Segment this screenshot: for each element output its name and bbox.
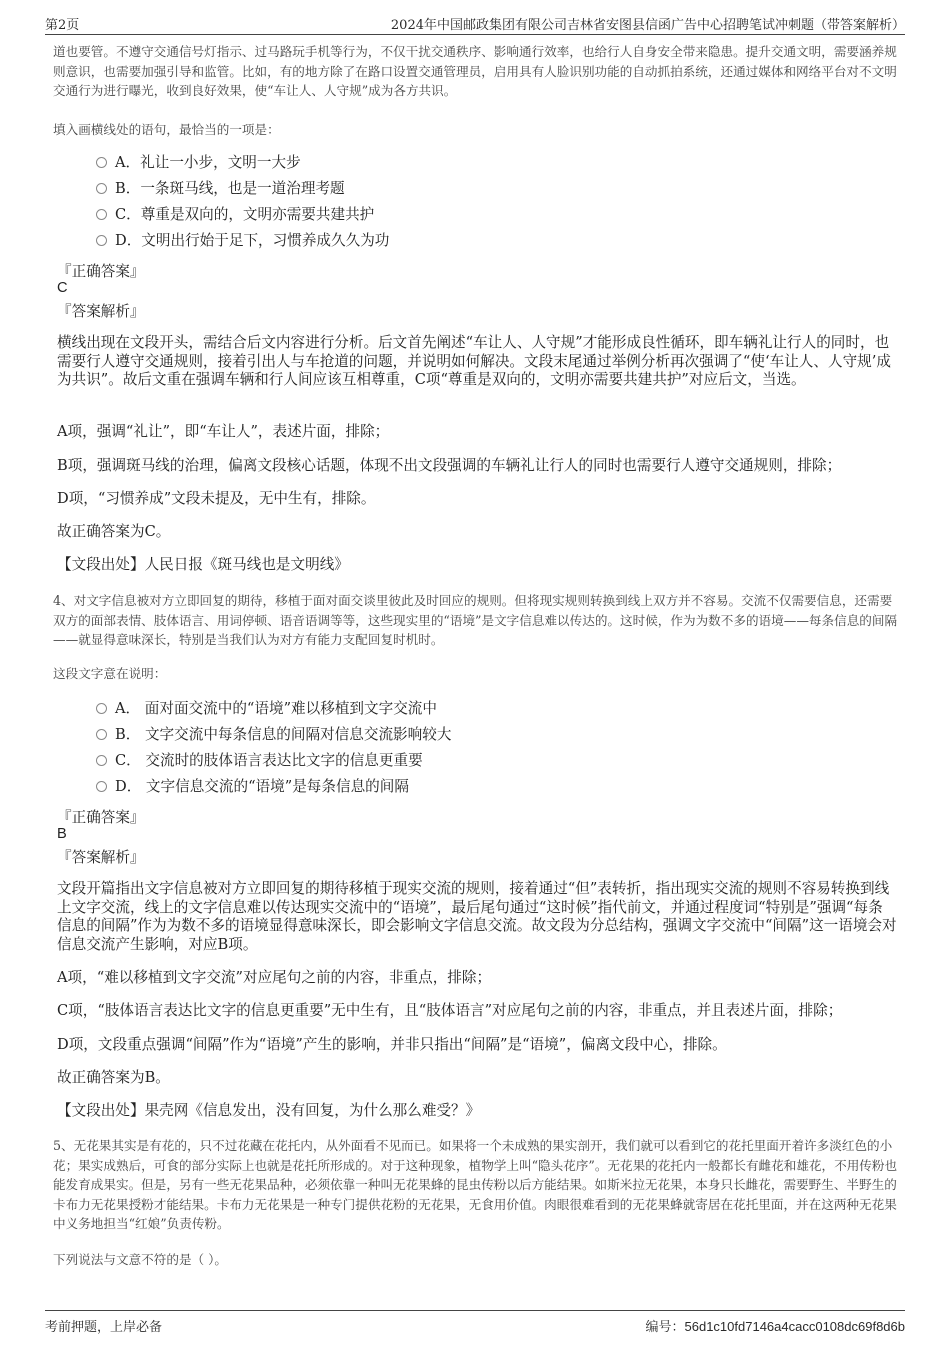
- q4-analysis-d: D项，文段重点强调“间隔”作为“语境”产生的影响，并非只指出“间隔”是“语境”，偏离文段中心，排除。: [57, 1036, 727, 1053]
- document-code: 编号：56d1c10fd7146a4cacc0108dc69f8d6b: [645, 1319, 905, 1335]
- radio-icon[interactable]: [96, 781, 107, 792]
- document-title: 2024年中国邮政集团有限公司吉林省安图县信函广告中心招聘笔试冲刺题（带答案解析）: [390, 18, 905, 33]
- q4-analysis-label: 『答案解析』: [57, 849, 145, 866]
- q5-passage: 5、无花果其实是有花的，只不过花藏在花托内，从外面看不见而已。如果将一个未成熟的果实剖开，我们就可以看到它的花托里面开着许多淡红色的小花；果实成熟后，可食的部分实际上也就是花托所形成的。对于这种现象，植物学上叫“隐头花序”。无花果的花托内一般都长有雌花和雄花，不用传粉也能发育成果实。但是，另有一些无花果品种，必须依靠一种叫无花果蜂的昆虫传粉以后方能结果。如斯米拉无花果，本身只长雌花，需要野生、半野生的卡布力无花果授粉才能结果。卡布力无花果是一种专门提供花粉的无花果，无食用价值。肉眼很难看到的无花果蜂就寄居在花托里面，并在这两种无花果中义务地担当“红娘”负责传粉。: [53, 1138, 898, 1231]
- q4-analysis-c: C项，“肢体语言表达比文字的信息更重要”无中生有，且“肢体语言”对应尾句之前的内容，非重点，并且表述片面，排除；: [57, 1002, 843, 1019]
- q4-option-b[interactable]: B． 文字交流中每条信息的间隔对信息交流影响较大: [96, 724, 451, 746]
- q5-prompt: 下列说法与文意不符的是（ ）。: [53, 1252, 228, 1267]
- radio-icon[interactable]: [96, 183, 107, 194]
- q4-option-a[interactable]: A． 面对面交流中的“语境”难以移植到文字交流中: [96, 698, 437, 720]
- q4-answer-label: 『正确答案』: [57, 809, 145, 826]
- q4-analysis-a: A项，“难以移植到文字交流”对应尾句之前的内容，非重点，排除；: [57, 969, 492, 986]
- q3-passage-tail: 道也要管。不遵守交通信号灯指示、过马路玩手机等行为，不仅干扰交通秩序、影响通行效率，也给行人自身安全带来隐患。提升交通文明，需要涵养规则意识，也需要加强引导和监管。比如，有的地方除了在路口设置交通管理员，启用具有人脸识别功能的自动抓拍系统，还通过媒体和网络平台对不文明交通行为进行曝光，收到良好效果，使“车让人、人守规”成为各方共识。: [53, 44, 897, 98]
- page-number: 第2页: [45, 18, 80, 33]
- q3-analysis-b: B项，强调斑马线的治理，偏离文段核心话题，体现不出文段强调的车辆礼让行人的同时也需要行人遵守交通规则，排除；: [57, 457, 842, 474]
- q3-prompt: 填入画横线处的语句，最恰当的一项是：: [53, 122, 280, 137]
- q4-analysis-main: 文段开篇指出文字信息被对方立即回复的期待移植于现实交流的规则，接着通过“但”表转折，指出现实交流的规则不容易转换到线上文字交流，线上的文字信息难以传达现实交流中的“语境”，最后尾句通过“这时候”指代前文，并通过程度词“特别是”强调“每条信息的间隔”作为为数不多的语境显得意味深长，即会影响文字信息交流。故文段为分总结构，强调文字交流中“间隔”这一语境会对信息交流产生影响，对应B项。: [57, 880, 897, 953]
- q3-answer: C: [57, 280, 68, 296]
- q3-answer-label: 『正确答案』: [57, 263, 145, 280]
- q4-option-c[interactable]: C． 交流时的肢体语言表达比文字的信息更重要: [96, 750, 423, 772]
- q3-option-a[interactable]: A．礼让一小步，文明一大步: [96, 152, 301, 174]
- q3-analysis-conclusion: 故正确答案为C。: [57, 523, 171, 540]
- footer-slogan: 考前押题，上岸必备: [45, 1320, 163, 1335]
- q4-passage: 4、对文字信息被对方立即回复的期待，移植于面对面交谈里彼此及时回应的规则。但将现实规则转换到线上双方并不容易。交流不仅需要信息，还需要双方的面部表情、肢体语言、用词停顿、语音语调等等，这些现实里的“语境”是文字信息难以传达的。这时候，作为为数不多的语境——每条信息的间隔——就显得意味深长，特别是当我们认为对方有能力支配回复时机时。: [53, 593, 898, 647]
- q4-analysis-conclusion: 故正确答案为B。: [57, 1069, 170, 1086]
- q3-analysis-d: D项，“习惯养成”文段未提及，无中生有，排除。: [57, 490, 376, 507]
- q3-source: 【文段出处】人民日报《斑马线也是文明线》: [57, 556, 349, 573]
- q3-analysis-main: 横线出现在文段开头，需结合后文内容进行分析。后文首先阐述“车让人、人守规”才能形成良性循环，即车辆礼让行人的同时，也需要行人遵守交通规则，接着引出人与车抢道的问题，并说明如何解决。文段末尾通过举例分析再次强调了“使‘车让人、人守规’成为共识”。故后文重在强调车辆和行人间应该互相尊重，C项“尊重是双向的，文明亦需要共建共护”对应后文，当选。: [57, 334, 891, 388]
- q4-prompt: 这段文字意在说明：: [53, 666, 167, 681]
- q3-analysis-a: A项，强调“礼让”，即“车让人”，表述片面，排除；: [57, 423, 390, 440]
- radio-icon[interactable]: [96, 157, 107, 168]
- page-footer: [45, 1310, 905, 1335]
- radio-icon[interactable]: [96, 703, 107, 714]
- page-header: [45, 12, 905, 35]
- q3-option-c[interactable]: C．尊重是双向的，文明亦需要共建共护: [96, 204, 374, 226]
- radio-icon[interactable]: [96, 209, 107, 220]
- q4-source: 【文段出处】果壳网《信息发出，没有回复，为什么那么难受？》: [57, 1102, 481, 1119]
- q4-option-d[interactable]: D． 文字信息交流的“语境”是每条信息的间隔: [96, 776, 409, 798]
- q3-analysis-label: 『答案解析』: [57, 303, 145, 320]
- q3-option-b[interactable]: B．一条斑马线，也是一道治理考题: [96, 178, 345, 200]
- q4-answer: B: [57, 826, 67, 842]
- radio-icon[interactable]: [96, 755, 107, 766]
- radio-icon[interactable]: [96, 235, 107, 246]
- q3-option-d[interactable]: D．文明出行始于足下，习惯养成久久为功: [96, 230, 389, 252]
- radio-icon[interactable]: [96, 729, 107, 740]
